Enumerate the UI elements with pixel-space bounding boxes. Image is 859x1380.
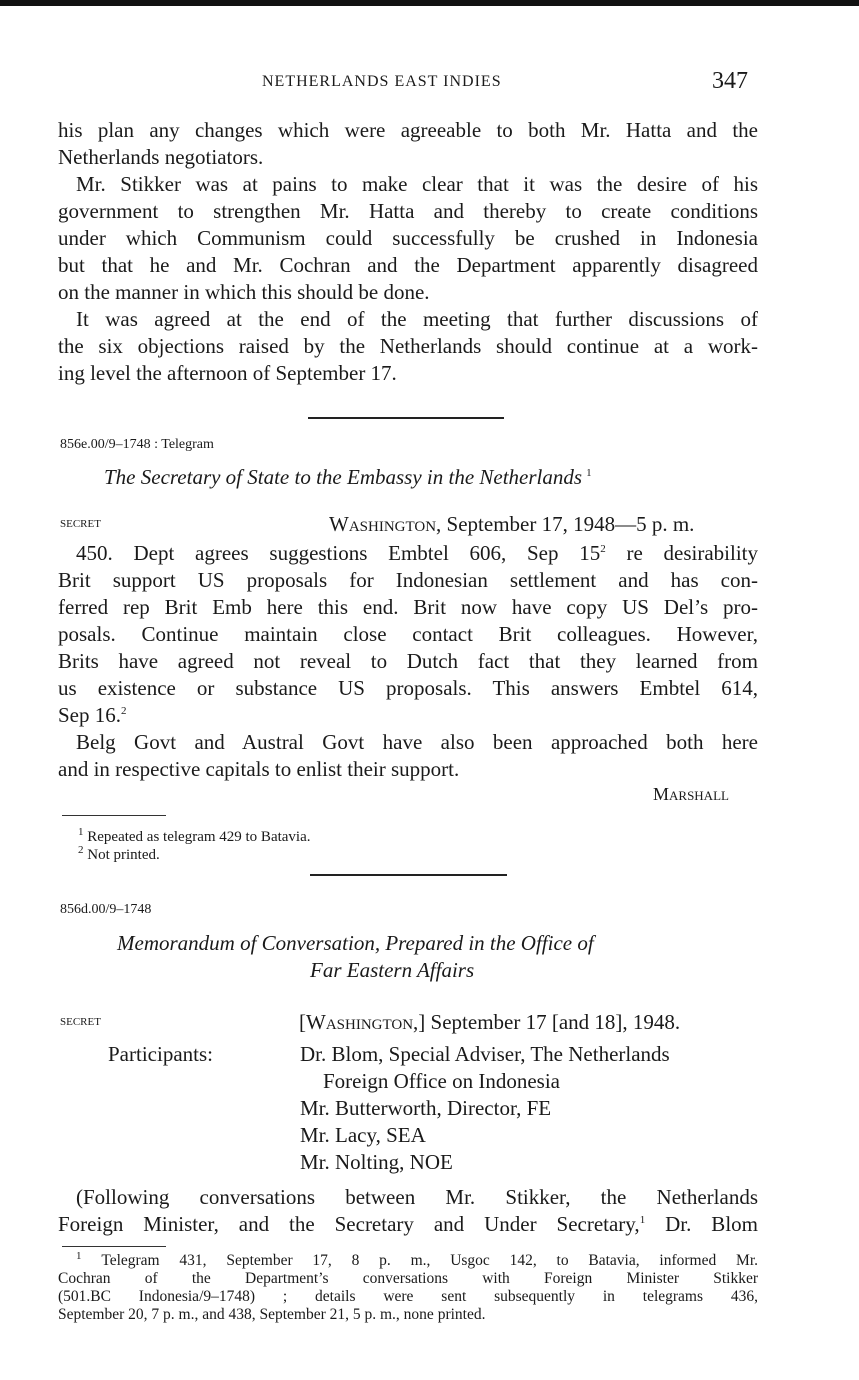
scan-top-border	[0, 0, 859, 6]
file-reference: 856d.00/9–1748	[60, 902, 152, 917]
text-line: government to strengthen Mr. Hatta and thereby to create conditions	[58, 199, 758, 223]
dateline-place: Washington	[329, 512, 437, 536]
footnote-rule	[62, 1246, 166, 1247]
text-line: his plan any changes which were agreeable to both Mr. Hatta and the	[58, 118, 758, 142]
text-line: Netherlands negotiators.	[58, 145, 264, 169]
footnote-marker: 1	[76, 1249, 82, 1262]
footnote-marker: 1	[78, 826, 84, 838]
document-title-text: The Secretary of State to the Embassy in the Netherlands	[104, 465, 583, 489]
signature: Marshall	[653, 784, 729, 804]
memorandum-body	[58, 1184, 758, 1238]
footnote-rule	[62, 815, 166, 816]
text-line: Sep 16.$^2$	[58, 703, 127, 727]
dateline-date: , September 17, 1948—5 p. m.	[436, 512, 695, 536]
text-line: Foreign Minister, and the Secretary and Under Secretary,$^1$ Dr. Blom	[58, 1212, 758, 1236]
footnote-marker: 2	[600, 543, 606, 555]
page-number: 347	[712, 68, 748, 94]
footnote-marker: 2	[121, 705, 127, 717]
text-line: Brit support US proposals for Indonesian settlement and has con-	[58, 568, 758, 592]
document-title-line: Far Eastern Affairs	[310, 958, 475, 982]
text-line: on the manner in which this should be done.	[58, 280, 430, 304]
classification-label: secret	[60, 1012, 101, 1029]
dateline-place: Washington	[306, 1010, 414, 1034]
participant: Mr. Nolting, NOE	[300, 1150, 453, 1174]
footnote-line: (501.BC Indonesia/9–1748) ; details were sent subsequently in telegrams 436,	[58, 1288, 758, 1305]
footnote-line: September 20, 7 p. m., and 438, September 21, 5 p. m., none printed.	[58, 1306, 486, 1323]
text-line: the six objections raised by the Netherlands should continue at a work-	[58, 334, 758, 358]
text-line: under which Communism could successfully be crushed in Indonesia	[58, 226, 758, 250]
participant: Mr. Lacy, SEA	[300, 1123, 426, 1147]
footnote: $^2$ Not printed.	[78, 844, 160, 863]
text-line: It was agreed at the end of the meeting that further discussions of	[76, 307, 758, 331]
classification-label: secret	[60, 514, 101, 531]
text-line: Mr. Stikker was at pains to make clear that it was the desire of his	[76, 172, 758, 196]
footnote-line: $^1$ Telegram 431, September 17, 8 p. m., Usgoc 142, to Batavia, informed Mr.	[76, 1249, 759, 1269]
footnote-line: Cochran of the Department’s conversations with Foreign Minister Stikker	[58, 1270, 758, 1287]
document-title	[104, 464, 592, 491]
dateline: [Washington,] September 17 [and 18], 1948.	[299, 1010, 681, 1034]
text-line: but that he and Mr. Cochran and the Department apparently disagreed	[58, 253, 758, 277]
text-line: us existence or substance US proposals. This answers Embtel 614,	[58, 676, 758, 700]
running-title: NETHERLANDS EAST INDIES	[262, 73, 502, 90]
text-line: 450. Dept agrees suggestions Embtel 606, Sep $15^2$ re desirability	[76, 541, 759, 565]
text-line: Belg Govt and Austral Govt have also been approached both here	[76, 730, 758, 754]
footnote: $^1$ Repeated as telegram 429 to Batavia.	[78, 826, 311, 845]
footnote-marker: 2	[78, 844, 84, 856]
telegram-body	[58, 540, 758, 783]
dateline	[329, 511, 694, 538]
footnote-marker: 1	[586, 467, 592, 479]
participant: Mr. Butterworth, Director, FE	[300, 1096, 552, 1120]
text-line: posals. Continue maintain close contact Brit colleagues. However,	[58, 622, 758, 646]
text-line: and in respective capitals to enlist their support.	[58, 757, 460, 781]
text-line: ing level the afternoon of September 17.	[58, 361, 397, 385]
participant: Dr. Blom, Special Adviser, The Netherlands	[300, 1042, 670, 1066]
dateline-date: ,] September 17 [and 18], 1948.	[413, 1010, 681, 1034]
participant: Foreign Office on Indonesia	[323, 1069, 560, 1093]
file-reference: 856e.00/9–1748 : Telegram	[60, 437, 214, 452]
continued-paragraphs	[58, 117, 758, 387]
footnote-marker: 1	[639, 1214, 646, 1226]
memorandum-footnote	[58, 1249, 759, 1324]
participants-label: Participants:	[108, 1042, 213, 1066]
text-line: ferred rep Brit Emb here this end. Brit now have copy US Del’s pro-	[58, 595, 758, 619]
text-line: Brits have agreed not reveal to Dutch fact that they learned from	[58, 649, 758, 673]
section-divider	[308, 417, 504, 419]
document-title-line: Memorandum of Conversation, Prepared in the Office of	[117, 931, 594, 955]
text-line: (Following conversations between Mr. Stikker, the Netherlands	[76, 1185, 758, 1209]
section-divider	[310, 874, 507, 876]
